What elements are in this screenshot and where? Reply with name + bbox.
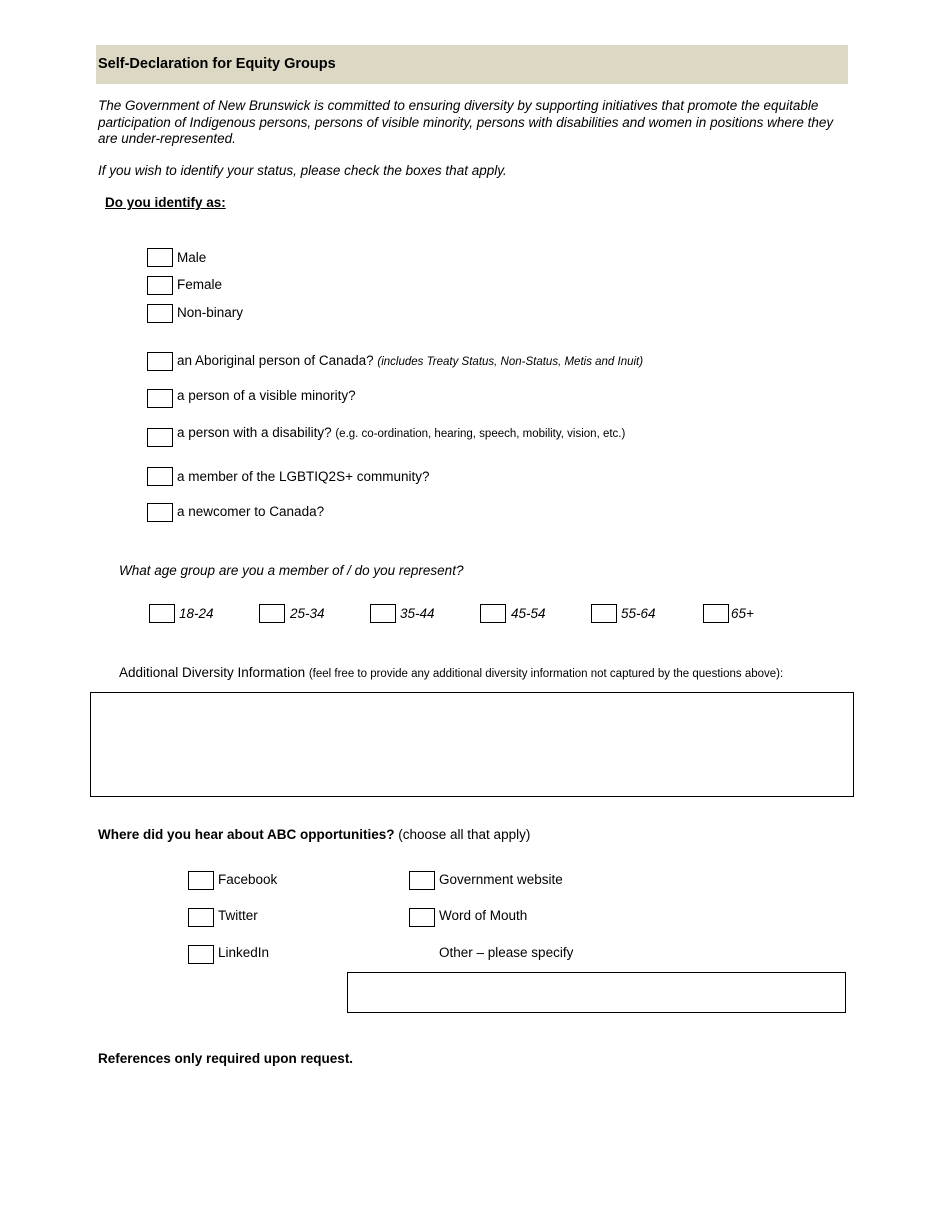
twitter-checkbox[interactable] (188, 908, 214, 927)
hear-about-question (98, 827, 530, 842)
additional-info-textarea[interactable] (90, 692, 854, 797)
other-specify-label: Other – please specify (439, 945, 574, 960)
disability-checkbox[interactable] (147, 428, 173, 447)
government-website-label: Government website (439, 872, 563, 887)
visible-minority-checkbox[interactable] (147, 389, 173, 408)
male-label: Male (177, 250, 207, 265)
government-website-checkbox[interactable] (409, 871, 435, 890)
page-title: Self-Declaration for Equity Groups (98, 56, 336, 72)
aboriginal-checkbox[interactable] (147, 352, 173, 371)
age-55-64-label: 55-64 (621, 606, 656, 621)
instruction-text: If you wish to identify your status, please check the boxes that apply. (98, 163, 507, 178)
hear-about-question-text: Where did you hear about ABC opportunities? (98, 827, 395, 842)
additional-info-label-text: Additional Diversity Information (119, 665, 309, 680)
age-25-34-checkbox[interactable] (259, 604, 285, 623)
other-specify-input[interactable] (347, 972, 846, 1013)
age-18-24-label: 18-24 (179, 606, 214, 621)
references-note: References only required upon request. (98, 1051, 354, 1066)
disability-label-text: a person with a disability? (177, 425, 336, 440)
hear-about-note: (choose all that apply) (394, 827, 531, 842)
age-18-24-checkbox[interactable] (149, 604, 175, 623)
disability-note: (e.g. co-ordination, hearing, speech, mobility, vision, etc.) (335, 428, 626, 440)
additional-info-note: (feel free to provide any additional diversity information not captured by the questions above): (308, 668, 784, 680)
newcomer-checkbox[interactable] (147, 503, 173, 522)
aboriginal-label-text: an Aboriginal person of Canada? (177, 353, 378, 368)
non-binary-checkbox[interactable] (147, 304, 173, 323)
linkedin-label: LinkedIn (218, 945, 270, 960)
female-label: Female (177, 277, 223, 292)
age-25-34-label: 25-34 (290, 606, 325, 621)
age-65-plus-label: 65+ (731, 606, 754, 621)
identify-heading: Do you identify as: (105, 195, 226, 210)
female-checkbox[interactable] (147, 276, 173, 295)
lgbtq-checkbox[interactable] (147, 467, 173, 486)
facebook-label: Facebook (218, 872, 278, 887)
aboriginal-label (177, 353, 643, 368)
facebook-checkbox[interactable] (188, 871, 214, 890)
age-35-44-checkbox[interactable] (370, 604, 396, 623)
male-checkbox[interactable] (147, 248, 173, 267)
intro-paragraph: The Government of New Brunswick is committed to ensuring diversity by supporting initiatives that promote the equitable participation of Indigenous persons, persons of visible minority, persons with disabilities and women in positions where they are under-represented. (98, 98, 834, 146)
additional-info-label (119, 665, 783, 680)
lgbtq-label: a member of the LGBTIQ2S+ community? (177, 469, 430, 484)
word-of-mouth-label: Word of Mouth (439, 908, 528, 923)
age-35-44-label: 35-44 (400, 606, 435, 621)
aboriginal-note: (includes Treaty Status, Non-Status, Metis and Inuit) (377, 356, 644, 368)
visible-minority-label: a person of a visible minority? (177, 388, 356, 403)
word-of-mouth-checkbox[interactable] (409, 908, 435, 927)
twitter-label: Twitter (218, 908, 258, 923)
age-65-plus-checkbox[interactable] (703, 604, 729, 623)
linkedin-checkbox[interactable] (188, 945, 214, 964)
newcomer-label: a newcomer to Canada? (177, 504, 325, 519)
age-group-question: What age group are you a member of / do you represent? (119, 563, 464, 578)
disability-label (177, 425, 625, 440)
age-45-54-label: 45-54 (511, 606, 546, 621)
non-binary-label: Non-binary (177, 305, 244, 320)
age-55-64-checkbox[interactable] (591, 604, 617, 623)
age-45-54-checkbox[interactable] (480, 604, 506, 623)
